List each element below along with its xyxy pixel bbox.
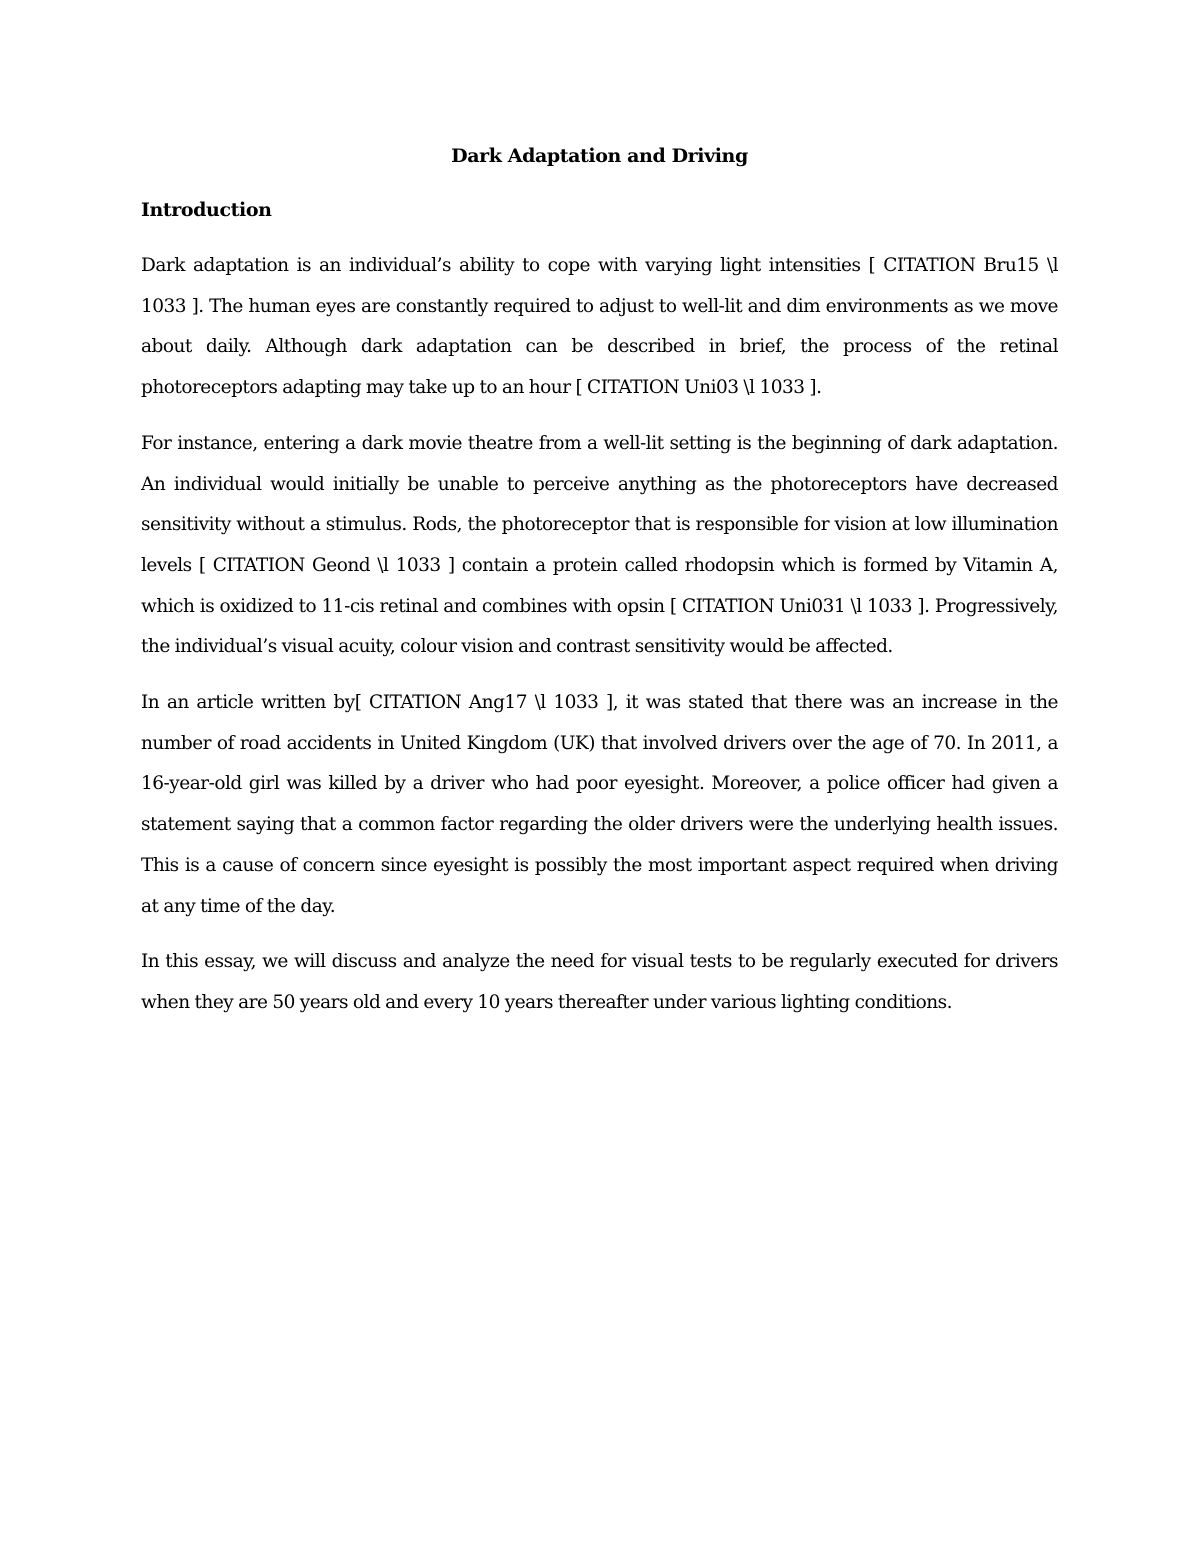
- document-title: Dark Adaptation and Driving: [451, 145, 748, 167]
- paragraph-3: In an article written by[ CITATION Ang17 \l 1033 ], it was stated that there was an increase in the number of road accidents in United Kingdom (UK) that involved drivers over the age of 70. In 2011, a 16-year-old girl was killed by a driver who had poor eyesight. Moreover, a police officer had given a statement saying that a common factor regarding the older drivers were the underlying health issues. This is a cause of concern since eyesight is possibly the most important aspect required when driving at any time of the day.: [141, 692, 1058, 917]
- document-body: [141, 138, 1058, 1024]
- section-heading-introduction: Introduction: [141, 199, 272, 221]
- paragraph-4: In this essay, we will discuss and analyze the need for visual tests to be regularly executed for drivers when they are 50 years old and every 10 years thereafter under various lighting conditions.: [141, 951, 1058, 1013]
- paragraph-1: Dark adaptation is an individual’s ability to cope with varying light intensities [ CITATION Bru15 \l 1033 ]. The human eyes are constantly required to adjust to well-lit and dim environments as we move about daily. Although dark adaptation can be described in brief, the process of the retinal photoreceptors adapting may take up to an hour [ CITATION Uni03 \l 1033 ].: [141, 255, 1058, 399]
- paragraph-2: For instance, entering a dark movie theatre from a well-lit setting is the beginning of dark adaptation. An individual would initially be unable to perceive anything as the photoreceptors have decreased sensitivity without a stimulus. Rods, the photoreceptor that is responsible for vision at low illumination levels [ CITATION Geond \l 1033 ] contain a protein called rhodopsin which is formed by Vitamin A, which is oxidized to 11-cis retinal and combines with opsin [ CITATION Uni031 \l 1033 ]. Progressively, the individual’s visual acuity, colour vision and contrast sensitivity would be affected.: [141, 432, 1058, 658]
